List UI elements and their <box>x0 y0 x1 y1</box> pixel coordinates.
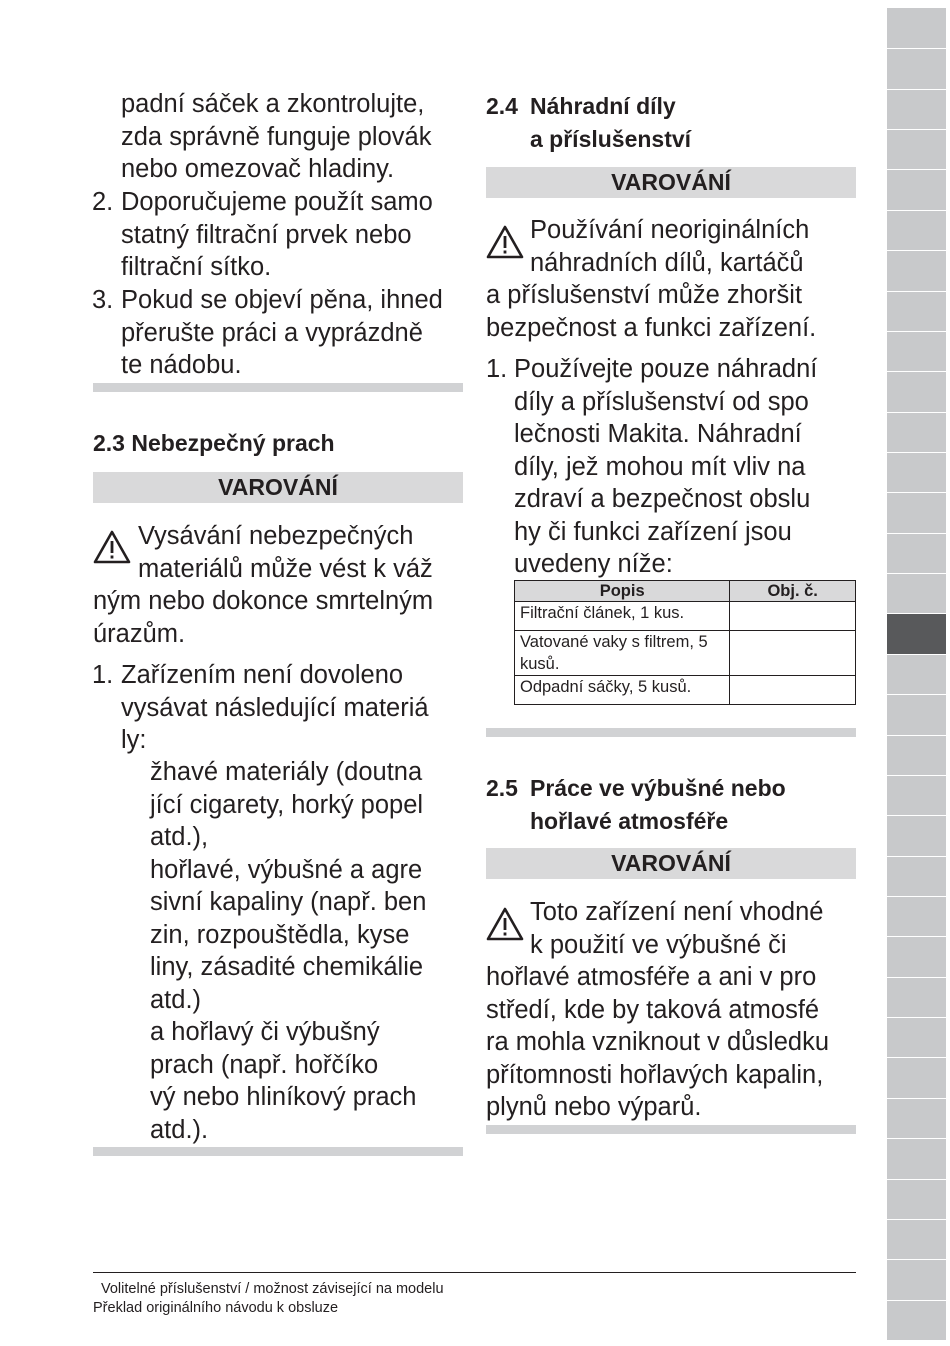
section-divider <box>93 1147 463 1156</box>
column-header: Popis <box>515 581 730 602</box>
text-line: hořlavé atmosféře a ani v pro <box>486 963 817 991</box>
text-line: ly: <box>121 726 147 754</box>
text-line: statný filtrační prvek nebo <box>121 220 412 249</box>
text-line: zdraví a bezpečnost obslu <box>514 485 811 513</box>
warning-bar: VAROVÁNÍ <box>93 472 463 503</box>
thumb-tab <box>887 1017 946 1057</box>
table-cell: Odpadní sáčky, 5 kusů. <box>515 676 730 705</box>
thumb-tab <box>887 331 946 371</box>
heading-line: a příslušenství <box>530 125 692 152</box>
thumb-tab <box>887 1219 946 1259</box>
footer-rule <box>93 1272 856 1273</box>
table-cell <box>730 631 856 676</box>
section-divider <box>93 383 463 392</box>
thumb-tab <box>887 250 946 290</box>
thumb-tab <box>887 210 946 250</box>
text-line: náhradních dílů, kartáčů <box>530 248 804 277</box>
thumb-tab <box>887 412 946 452</box>
text-line: zin, rozpouštědla, kyse <box>150 920 410 949</box>
text-line: liny, zásadité chemikálie <box>150 953 424 981</box>
footer-title: Překlad originálního návodu k obsluze <box>93 1300 339 1316</box>
text-line: nebo omezovač hladiny. <box>121 155 395 183</box>
thumb-tab <box>887 977 946 1017</box>
text-line: a příslušenství může zhoršit <box>486 281 803 309</box>
warning-text <box>486 961 829 1124</box>
thumb-tab <box>887 48 946 88</box>
text-line: sivní kapaliny (např. ben <box>150 888 427 916</box>
thumb-tab <box>887 129 946 169</box>
text-line: atd.) <box>150 985 202 1014</box>
heading-line: Práce ve výbušné nebo <box>530 775 786 801</box>
text-line: hořlavé, výbušné a agre <box>150 855 423 884</box>
continued-text <box>121 88 431 186</box>
thumb-tab <box>887 452 946 492</box>
text-line: Pokud se objeví pěna, ihned <box>121 286 443 314</box>
section-number: 2.5 <box>486 775 518 801</box>
list-item <box>121 284 443 382</box>
table-cell: Filtrační článek, 1 kus. <box>515 602 730 631</box>
text-line: Zařízením není dovoleno <box>121 661 404 689</box>
warning-text <box>530 214 809 279</box>
text-line: přerušte práci a vyprázdně <box>121 318 423 347</box>
section-heading: 2.3 Nebezpečný prach <box>93 430 335 456</box>
text-line: uvedeny níže: <box>514 550 673 578</box>
text-line: k použití ve výbušné či <box>530 930 787 959</box>
warning-triangle-icon <box>486 225 524 259</box>
table-cell <box>730 676 856 705</box>
text-line: Používání neoriginálních <box>530 216 810 244</box>
text-line: jící cigarety, horký popel <box>150 790 424 819</box>
text-line: Vysávání nebezpečných <box>138 522 414 550</box>
text-line: ra mohla vzniknout v důsledku <box>486 1028 830 1056</box>
list-number: 1. <box>92 661 114 689</box>
table-row <box>515 602 856 631</box>
text-line: prach (např. hořčíko <box>150 1050 379 1079</box>
text-line: zda správně funguje plovák <box>121 122 432 151</box>
thumb-tab <box>887 1259 946 1299</box>
table-cell: Vatované vaky s filtrem, 5 kusů. <box>515 631 730 676</box>
table-row <box>515 676 856 705</box>
thumb-tab <box>887 654 946 694</box>
text-line: díly a příslušenství od spo <box>514 387 809 416</box>
text-line: plynů nebo výparů. <box>486 1093 702 1121</box>
column-header: Obj. č. <box>730 581 856 602</box>
text-line: bezpečnost a funkci zařízení. <box>486 313 817 342</box>
thumb-tab <box>887 573 946 613</box>
parts-table <box>514 580 856 705</box>
thumb-tab <box>887 89 946 129</box>
heading-line: hořlavé atmosféře <box>530 807 729 834</box>
sub-list <box>150 756 426 1146</box>
text-line: Toto zařízení není vhodné <box>530 898 824 926</box>
thumb-tab-active <box>887 613 946 653</box>
warning-triangle-icon <box>93 530 131 564</box>
thumb-tab <box>887 492 946 532</box>
warning-bar: VAROVÁNÍ <box>486 167 856 198</box>
text-line: a hořlavý či výbušný <box>150 1018 380 1046</box>
list-item <box>121 186 433 284</box>
thumb-tab <box>887 371 946 411</box>
thumb-tab <box>887 856 946 896</box>
text-line: te nádobu. <box>121 351 242 379</box>
list-number: 1. <box>486 355 508 383</box>
list-item <box>121 659 429 757</box>
warning-text <box>93 585 433 650</box>
thumb-tab <box>887 1057 946 1097</box>
thumb-tab <box>887 775 946 815</box>
warning-text <box>486 279 816 344</box>
text-line: vysávat následující materiá <box>121 693 429 722</box>
table-header-row <box>515 581 856 602</box>
table-row <box>515 631 856 676</box>
thumb-tab <box>887 1179 946 1219</box>
text-line: filtrační sítko. <box>121 253 272 281</box>
thumb-tab <box>887 1138 946 1178</box>
warning-text <box>530 896 823 961</box>
text-line: atd.). <box>150 1115 209 1144</box>
text-line: žhavé materiály (doutna <box>150 758 423 786</box>
thumb-tab <box>887 735 946 775</box>
warning-bar: VAROVÁNÍ <box>486 848 856 879</box>
warning-triangle-icon <box>486 907 524 941</box>
text-line: materiálů může vést k váž <box>138 554 433 583</box>
section-divider <box>486 728 856 737</box>
text-line: úrazům. <box>93 619 186 648</box>
thumb-tab <box>887 936 946 976</box>
thumb-tab <box>887 896 946 936</box>
thumb-tab <box>887 8 946 47</box>
text-line: díly, jež mohou mít vliv na <box>514 452 806 481</box>
list-number: 2. <box>92 188 114 216</box>
table-cell <box>730 602 856 631</box>
text-line: vý nebo hliníkový prach <box>150 1083 417 1111</box>
section-divider <box>486 1125 856 1134</box>
thumb-tab <box>887 694 946 734</box>
section-heading <box>530 772 786 837</box>
list-item <box>514 353 817 581</box>
thumb-tab <box>887 815 946 855</box>
text-line: Doporučujeme použít samo <box>121 188 433 216</box>
text-line: Používejte pouze náhradní <box>514 355 818 383</box>
text-line: ným nebo dokonce smrtelným <box>93 587 434 615</box>
warning-text <box>138 520 433 585</box>
text-line: středí, kde by taková atmosfé <box>486 995 820 1024</box>
text-line: přítomnosti hořlavých kapalin, <box>486 1060 824 1089</box>
thumb-index-tabs <box>887 8 946 1340</box>
thumb-tab <box>887 1300 946 1340</box>
text-line: lečnosti Makita. Náhradní <box>514 420 802 448</box>
section-number: 2.4 <box>486 93 518 119</box>
section-heading <box>530 90 691 155</box>
footer-note: Volitelné příslušenství / možnost závisející na modelu <box>101 1281 444 1297</box>
thumb-tab <box>887 169 946 209</box>
text-line: atd.), <box>150 823 209 851</box>
thumb-tab <box>887 533 946 573</box>
heading-line: Náhradní díly <box>530 93 676 119</box>
list-number: 3. <box>92 286 114 314</box>
text-line: padní sáček a zkontrolujte, <box>121 90 425 118</box>
thumb-tab <box>887 291 946 331</box>
thumb-tab <box>887 1098 946 1138</box>
text-line: hy či funkci zařízení jsou <box>514 517 792 546</box>
